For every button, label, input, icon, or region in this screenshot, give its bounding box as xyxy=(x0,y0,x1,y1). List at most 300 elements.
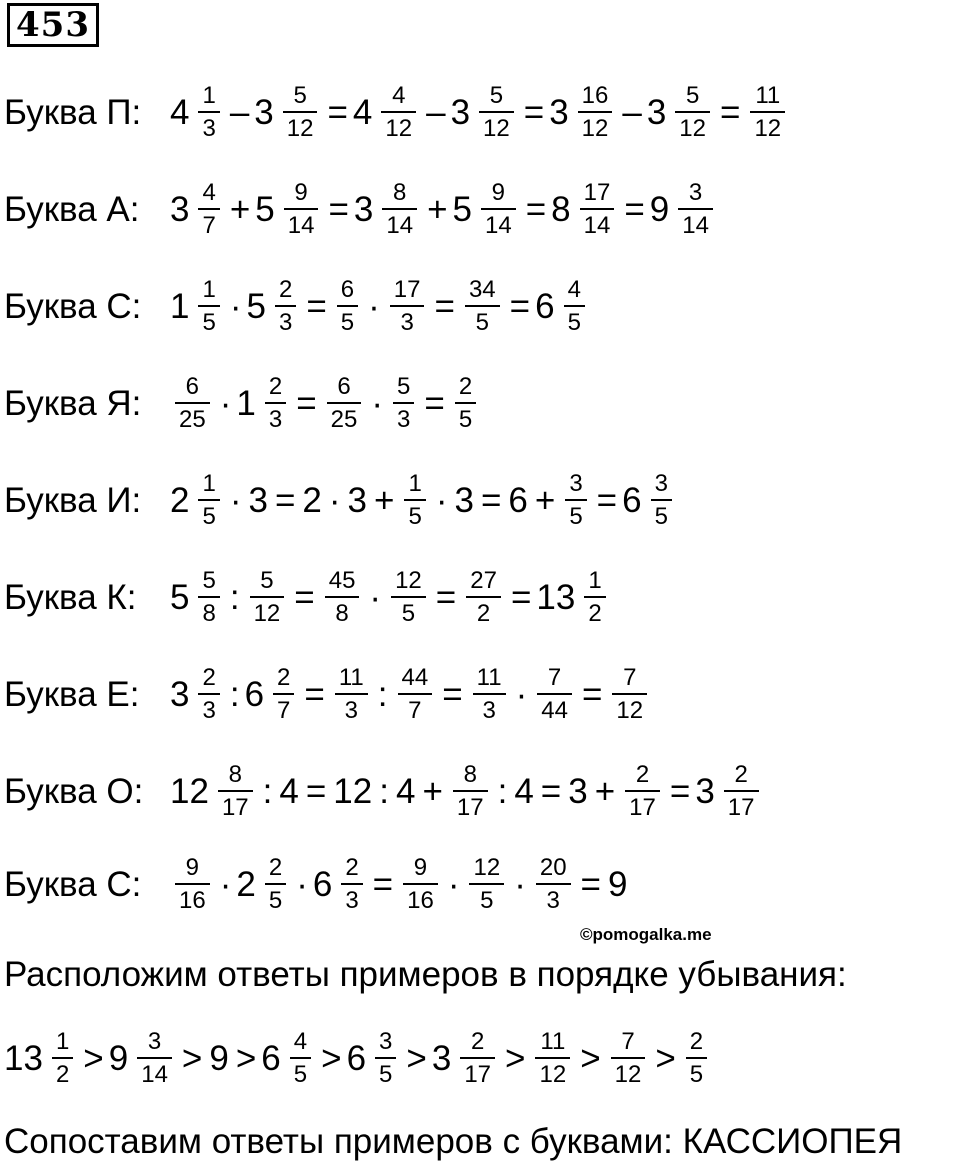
numerator: 2 xyxy=(202,664,216,691)
whole-part: 3 xyxy=(170,675,190,714)
numerator: 1 xyxy=(588,567,602,594)
operator: = xyxy=(525,190,547,229)
number: 12 xyxy=(333,772,373,811)
denominator: 12 xyxy=(616,697,644,724)
denominator: 5 xyxy=(480,887,494,914)
row-label: Буква С: xyxy=(4,287,142,326)
denominator: 16 xyxy=(407,887,434,914)
denominator: 3 xyxy=(268,406,283,433)
numerator: 4 xyxy=(202,179,216,206)
number: 4 xyxy=(514,772,534,811)
denominator: 12 xyxy=(679,115,706,142)
fraction xyxy=(450,763,491,820)
whole-part: 5 xyxy=(246,287,266,326)
numerator: 7 xyxy=(621,1028,635,1055)
denominator: 3 xyxy=(202,697,216,724)
whole-part: 5 xyxy=(170,578,190,617)
mixed-number xyxy=(170,666,225,723)
fraction xyxy=(672,84,713,141)
denominator: 25 xyxy=(179,406,206,433)
mixed-number xyxy=(236,856,291,913)
operator: = xyxy=(434,287,455,326)
operator: : xyxy=(497,772,508,811)
fraction xyxy=(195,569,222,626)
mixed-number xyxy=(432,1030,500,1087)
denominator: 17 xyxy=(629,794,656,821)
numerator: 4 xyxy=(392,82,406,109)
fraction xyxy=(372,1030,399,1087)
numerator: 7 xyxy=(547,664,562,691)
number: 9 xyxy=(608,865,628,904)
mixed-number xyxy=(170,763,258,820)
denominator: 2 xyxy=(588,600,602,627)
whole-part: 12 xyxy=(170,772,209,811)
fraction xyxy=(721,763,762,820)
denominator: 14 xyxy=(386,212,414,239)
operator: = xyxy=(327,93,348,132)
watermark: ©pomogalka.me xyxy=(580,925,712,944)
numerator: 44 xyxy=(401,664,429,691)
operator: · xyxy=(514,865,526,904)
denominator: 14 xyxy=(485,212,512,239)
row-expression xyxy=(170,472,677,529)
operator: · xyxy=(435,481,448,520)
fraction xyxy=(452,375,479,432)
numerator: 5 xyxy=(260,567,274,594)
numerator: 16 xyxy=(581,82,609,109)
operator: · xyxy=(229,287,242,326)
number: 9 xyxy=(209,1039,229,1078)
fraction xyxy=(281,181,322,238)
operator: – xyxy=(426,93,446,132)
fraction xyxy=(400,856,441,913)
operator: · xyxy=(371,384,383,423)
fraction xyxy=(195,472,222,529)
operator: : xyxy=(229,578,240,617)
denominator: 3 xyxy=(278,309,293,336)
equation-row xyxy=(4,181,718,238)
equation-row xyxy=(4,375,481,432)
fraction xyxy=(195,84,222,141)
numerator: 34 xyxy=(468,276,496,303)
row-expression xyxy=(170,375,481,432)
fraction xyxy=(478,181,519,238)
denominator: 14 xyxy=(287,212,315,239)
operator: > xyxy=(181,1039,203,1078)
equation-row xyxy=(4,856,629,913)
fraction xyxy=(532,1030,573,1087)
order-expression xyxy=(4,1030,712,1087)
denominator: 12 xyxy=(483,115,510,142)
fraction xyxy=(648,472,675,529)
numerator: 4 xyxy=(293,1028,308,1055)
denominator: 3 xyxy=(397,406,411,433)
denominator: 7 xyxy=(277,697,291,724)
mixed-number xyxy=(551,181,619,238)
numerator: 2 xyxy=(278,276,293,303)
row-label: Буква Е: xyxy=(4,675,140,714)
denominator: 12 xyxy=(539,1061,567,1088)
numerator: 20 xyxy=(539,854,567,881)
fraction xyxy=(378,84,419,141)
denominator: 5 xyxy=(475,309,489,336)
fraction xyxy=(272,278,299,335)
denominator: 17 xyxy=(456,794,484,821)
row-label: Буква К: xyxy=(4,578,137,617)
operator: : xyxy=(377,675,388,714)
fraction xyxy=(462,278,503,335)
denominator: 2 xyxy=(476,600,491,627)
operator: – xyxy=(229,93,250,132)
operator: + xyxy=(534,481,556,520)
mixed-number xyxy=(109,1030,177,1087)
fraction xyxy=(534,666,575,723)
denominator: 16 xyxy=(179,887,206,914)
order-sentence: Расположим ответы примеров в порядке убывания: xyxy=(4,955,847,994)
operator: · xyxy=(515,675,528,714)
mixed-number xyxy=(254,84,322,141)
operator: = xyxy=(274,481,296,520)
row-label: Буква О: xyxy=(4,772,144,811)
mixed-number xyxy=(170,181,225,238)
numerator: 1 xyxy=(55,1028,70,1055)
fraction xyxy=(322,569,363,626)
operator: · xyxy=(296,865,308,904)
whole-part: 3 xyxy=(695,772,715,811)
fraction xyxy=(388,569,429,626)
number: 3 xyxy=(347,481,367,520)
fraction xyxy=(49,1030,76,1087)
denominator: 7 xyxy=(408,697,422,724)
denominator: 5 xyxy=(202,503,216,530)
fraction xyxy=(395,666,436,723)
equation-row xyxy=(4,666,652,723)
fraction xyxy=(463,569,504,626)
denominator: 5 xyxy=(458,406,473,433)
numerator: 5 xyxy=(397,373,411,400)
denominator: 5 xyxy=(408,503,422,530)
denominator: 2 xyxy=(55,1061,70,1088)
denominator: 8 xyxy=(202,600,216,627)
operator: = xyxy=(669,772,691,811)
denominator: 14 xyxy=(682,212,709,239)
denominator: 3 xyxy=(202,115,216,142)
whole-part: 13 xyxy=(536,578,576,617)
numerator: 6 xyxy=(185,373,200,400)
operator: · xyxy=(368,287,380,326)
mixed-number xyxy=(313,856,368,913)
fraction xyxy=(457,1030,498,1087)
operator: · xyxy=(447,865,460,904)
operator: = xyxy=(510,578,532,617)
mixed-number xyxy=(353,84,421,141)
denominator: 3 xyxy=(546,887,560,914)
numerator: 9 xyxy=(185,854,200,881)
denominator: 3 xyxy=(344,697,358,724)
operator: · xyxy=(219,865,232,904)
fraction xyxy=(324,375,365,432)
number: 6 xyxy=(508,481,528,520)
numerator: 2 xyxy=(458,373,473,400)
mixed-number xyxy=(170,278,225,335)
fraction xyxy=(683,1030,710,1087)
whole-part: 2 xyxy=(170,481,190,520)
whole-part: 8 xyxy=(551,190,571,229)
row-label: Буква П: xyxy=(4,93,142,132)
fraction xyxy=(332,666,371,723)
number: 4 xyxy=(395,772,416,811)
operator: > xyxy=(580,1039,601,1078)
whole-part: 3 xyxy=(170,190,190,229)
fraction xyxy=(575,84,616,141)
mixed-number xyxy=(261,1030,316,1087)
mixed-number xyxy=(451,84,519,141)
equation-row xyxy=(4,84,790,141)
numerator: 11 xyxy=(755,82,781,109)
fraction xyxy=(195,181,222,238)
operator: = xyxy=(480,481,502,520)
denominator: 14 xyxy=(141,1061,168,1088)
denominator: 5 xyxy=(654,503,668,530)
fraction xyxy=(466,856,507,913)
mixed-number xyxy=(236,375,291,432)
operator: > xyxy=(505,1039,526,1078)
denominator: 12 xyxy=(581,115,609,142)
mixed-number xyxy=(453,181,521,238)
denominator: 5 xyxy=(401,600,416,627)
fraction xyxy=(215,763,256,820)
mixed-number xyxy=(549,84,617,141)
denominator: 3 xyxy=(482,697,496,724)
numerator: 8 xyxy=(463,761,477,788)
denominator: 8 xyxy=(335,600,349,627)
mixed-number xyxy=(347,1030,402,1087)
operator: = xyxy=(540,772,562,811)
operator: = xyxy=(305,772,327,811)
numerator: 2 xyxy=(268,373,283,400)
row-expression xyxy=(170,278,590,335)
conclusion: Сопоставим ответы примеров с буквами: КАССИОПЕЯ xyxy=(4,1122,903,1161)
numerator: 2 xyxy=(471,1028,485,1055)
operator: : xyxy=(229,675,240,714)
numerator: 6 xyxy=(337,373,351,400)
whole-part: 2 xyxy=(236,865,256,904)
denominator: 5 xyxy=(340,309,355,336)
operator: = xyxy=(435,578,457,617)
fraction xyxy=(172,375,213,432)
denominator: 44 xyxy=(541,697,568,724)
fraction xyxy=(262,856,289,913)
numerator: 2 xyxy=(635,761,650,788)
numerator: 5 xyxy=(293,82,307,109)
numerator: 3 xyxy=(147,1028,162,1055)
whole-part: 3 xyxy=(254,93,274,132)
fraction xyxy=(195,278,222,335)
numerator: 9 xyxy=(491,179,506,206)
whole-part: 6 xyxy=(261,1039,281,1078)
whole-part: 6 xyxy=(312,865,333,904)
numerator: 11 xyxy=(540,1028,566,1055)
row-label: Буква Я: xyxy=(4,384,142,423)
whole-part: 1 xyxy=(236,384,256,423)
operator: = xyxy=(580,865,601,904)
row-expression xyxy=(170,569,611,626)
numerator: 2 xyxy=(734,761,748,788)
denominator: 5 xyxy=(689,1061,704,1088)
order-row xyxy=(4,1030,712,1087)
mixed-number xyxy=(170,84,225,141)
whole-part: 3 xyxy=(353,190,374,229)
numerator: 3 xyxy=(654,470,668,497)
number: 3 xyxy=(248,481,268,520)
fraction xyxy=(561,278,588,335)
numerator: 8 xyxy=(228,761,242,788)
denominator: 5 xyxy=(379,1061,393,1088)
mixed-number xyxy=(535,278,590,335)
fraction xyxy=(262,375,289,432)
operator: = xyxy=(624,190,645,229)
operator: + xyxy=(594,772,616,811)
row-expression xyxy=(170,181,718,238)
operator: = xyxy=(509,287,531,326)
denominator: 5 xyxy=(567,309,581,336)
fraction xyxy=(379,181,420,238)
denominator: 12 xyxy=(286,115,314,142)
operator: + xyxy=(422,772,443,811)
mixed-number xyxy=(170,472,225,529)
fraction xyxy=(622,763,663,820)
numerator: 2 xyxy=(345,854,359,881)
denominator: 5 xyxy=(569,503,583,530)
denominator: 5 xyxy=(293,1061,308,1088)
fraction xyxy=(390,375,417,432)
whole-part: 6 xyxy=(622,481,642,520)
numerator: 1 xyxy=(202,276,216,303)
denominator: 12 xyxy=(614,1061,642,1088)
numerator: 11 xyxy=(476,664,502,691)
mixed-number xyxy=(170,569,225,626)
denominator: 7 xyxy=(202,212,216,239)
fraction xyxy=(334,278,361,335)
operator: = xyxy=(304,675,325,714)
fraction xyxy=(577,181,618,238)
operator: > xyxy=(235,1039,257,1078)
operator: = xyxy=(523,93,545,132)
numerator: 27 xyxy=(470,567,497,594)
equation-row xyxy=(4,569,611,626)
mixed-number xyxy=(647,84,715,141)
mixed-number xyxy=(622,472,677,529)
row-expression xyxy=(170,84,790,141)
fraction xyxy=(387,278,428,335)
operator: = xyxy=(306,287,327,326)
numerator: 2 xyxy=(689,1028,704,1055)
numerator: 2 xyxy=(277,664,291,691)
whole-part: 3 xyxy=(450,93,471,132)
fraction xyxy=(172,856,213,913)
numerator: 9 xyxy=(413,854,428,881)
denominator: 17 xyxy=(727,794,755,821)
fraction xyxy=(581,569,608,626)
task-number: 453 xyxy=(7,3,99,47)
fraction xyxy=(747,84,788,141)
mixed-number xyxy=(4,1030,78,1087)
operator: = xyxy=(424,384,445,423)
operator: – xyxy=(622,93,642,132)
denominator: 17 xyxy=(464,1061,492,1088)
numerator: 1 xyxy=(202,82,216,109)
whole-part: 6 xyxy=(346,1039,367,1078)
numerator: 11 xyxy=(338,664,364,691)
row-label: Буква А: xyxy=(4,190,140,229)
denominator: 12 xyxy=(253,600,281,627)
mixed-number xyxy=(695,763,763,820)
operator: + xyxy=(427,190,448,229)
row-expression xyxy=(170,763,764,820)
operator: + xyxy=(229,190,251,229)
operator: > xyxy=(655,1039,676,1078)
numerator: 2 xyxy=(268,854,283,881)
row-label: Буква С: xyxy=(4,865,142,904)
row-expression xyxy=(170,856,629,913)
operator: + xyxy=(374,481,395,520)
whole-part: 3 xyxy=(549,93,569,132)
numerator: 12 xyxy=(395,567,422,594)
equation-row xyxy=(4,278,590,335)
numerator: 3 xyxy=(688,179,703,206)
whole-part: 4 xyxy=(352,93,373,132)
whole-part: 5 xyxy=(452,190,472,229)
operator: · xyxy=(369,578,382,617)
numerator: 1 xyxy=(408,470,422,497)
denominator: 17 xyxy=(221,794,249,821)
fraction xyxy=(287,1030,314,1087)
denominator: 5 xyxy=(202,309,216,336)
operator: = xyxy=(720,93,741,132)
whole-part: 1 xyxy=(170,287,190,326)
operator: · xyxy=(229,481,242,520)
numerator: 5 xyxy=(202,567,216,594)
mixed-number xyxy=(354,181,422,238)
mixed-number xyxy=(245,666,300,723)
numerator: 6 xyxy=(340,276,355,303)
whole-part: 6 xyxy=(244,675,265,714)
numerator: 17 xyxy=(393,276,421,303)
row-label: Буква И: xyxy=(4,481,142,520)
fraction xyxy=(675,181,716,238)
numerator: 7 xyxy=(623,664,637,691)
whole-part: 9 xyxy=(649,190,670,229)
operator: = xyxy=(328,190,349,229)
denominator: 3 xyxy=(345,887,359,914)
mixed-number xyxy=(536,569,610,626)
number: 4 xyxy=(279,772,299,811)
operator: = xyxy=(372,865,394,904)
operator: > xyxy=(83,1039,104,1078)
operator: = xyxy=(294,578,315,617)
numerator: 8 xyxy=(393,179,407,206)
fraction xyxy=(608,1030,649,1087)
fraction xyxy=(470,666,509,723)
fraction xyxy=(195,666,222,723)
number: 3 xyxy=(568,772,588,811)
operator: > xyxy=(406,1039,427,1078)
operator: : xyxy=(262,772,273,811)
whole-part: 4 xyxy=(170,93,190,132)
mixed-number xyxy=(650,181,718,238)
operator: > xyxy=(321,1039,342,1078)
operator: : xyxy=(379,772,389,811)
